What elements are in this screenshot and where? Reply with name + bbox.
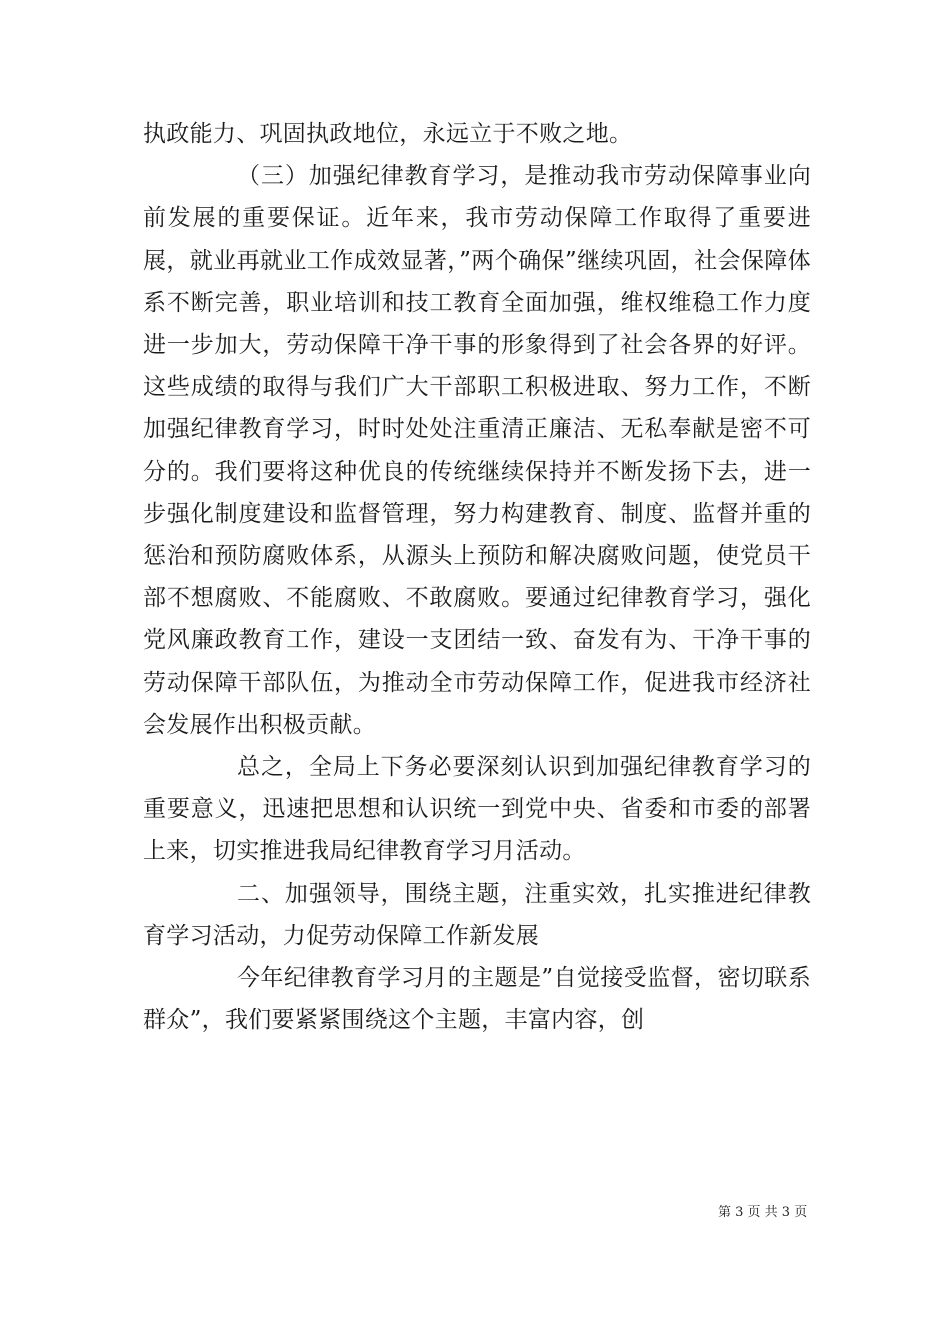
paragraph-theme: 今年纪律教育学习月的主题是”自觉接受监督，密切联系群众”，我们要紧紧围绕这个主题，丰富内容，创: [143, 965, 811, 1034]
paragraph-section-three: （三）加强纪律教育学习，是推动我市劳动保障事业向前发展的重要保证。近年来，我市劳动保障工作取得了重要进展，就业再就业工作成效显著，”两个确保”继续巩固，社会保障体系不断完善，职业培训和技工教育全面加强，维权维稳工作力度进一步加大，劳动保障干净干事的形象得到了社会各界的好评。这些成绩的取得与我们广大干部职工积极进取、努力工作，不断加强纪律教育学习，时时处处注重清正廉洁、无私奉献是密不可分的。我们要将这种优良的传统继续保持并不断发扬下去，进一步强化制度建设和监督管理，努力构建教育、制度、监督并重的惩治和预防腐败体系，从源头上预防和解决腐败问题，使党员干部不想腐败、不能腐败、不敢腐败。要通过纪律教育学习，强化党风廉政教育工作，建设一支团结一致、奋发有为、干净干事的劳动保障干部队伍，为推动全市劳动保障工作，促进我市经济社会发展作出积极贡献。: [143, 163, 811, 738]
page-number-footer: 第 3 页 共 3 页: [718, 1205, 808, 1220]
paragraph-continuation: 执政能力、巩固执政地位，永远立于不败之地。: [143, 121, 633, 147]
paragraph-summary: 总之，全局上下务必要深刻认识到加强纪律教育学习的重要意义，迅速把思想和认识统一到党中央、省委和市委的部署上来，切实推进我局纪律教育学习月活动。: [143, 754, 811, 865]
section-heading-two: 二、加强领导，围绕主题，注重实效，扎实推进纪律教育学习活动，力促劳动保障工作新发展: [143, 880, 811, 949]
document-body: [143, 113, 811, 1041]
